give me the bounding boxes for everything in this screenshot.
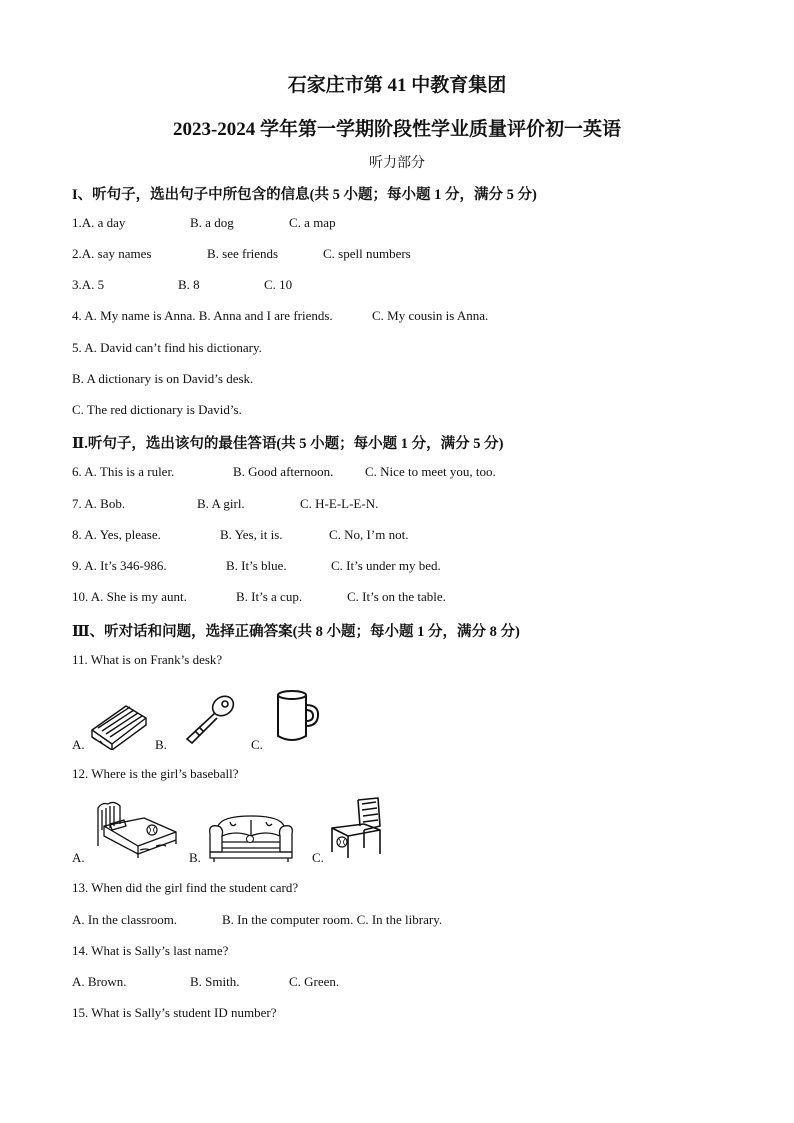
bed-icon: [96, 800, 178, 858]
q3-option-a: 3.A. 5: [72, 277, 105, 292]
q11-question: 11. What is on Frank’s desk?: [72, 652, 223, 667]
section-2-heading: Ⅱ.听句子，选出该句的最佳答语(共 5 小题；每小题 1 分，满分 5 分): [72, 436, 504, 452]
exam-title: 2023-2024 学年第一学期阶段性学业质量评价初一英语: [172, 119, 622, 140]
q5-option-a: 5. A. David can’t find his dictionary.: [72, 340, 262, 355]
q10-option-b: B. It’s a cup.: [236, 589, 303, 604]
q12-label-a: A.: [72, 850, 85, 865]
section-1-heading: I、听句子，选出句子中所包含的信息(共 5 小题；每小题 1 分，满分 5 分): [72, 187, 537, 203]
q14-question: 14. What is Sally’s last name?: [72, 943, 229, 958]
chair-icon: [328, 796, 384, 860]
q2-option-c: C. spell numbers: [323, 246, 411, 261]
q7-option-b: B. A girl.: [197, 496, 245, 511]
q5-option-c: C. The red dictionary is David’s.: [72, 402, 242, 417]
q5-option-b: B. A dictionary is on David’s desk.: [72, 371, 254, 386]
q2-option-a: 2.A. say names: [72, 246, 152, 261]
q9-option-a: 9. A. It’s 346-986.: [72, 558, 167, 573]
q1-option-c: C. a map: [289, 215, 336, 230]
q10-option-c: C. It’s on the table.: [347, 589, 446, 604]
q6-option-a: 6. A. This is a ruler.: [72, 464, 175, 479]
q8-option-b: B. Yes, it is.: [220, 527, 283, 542]
q6-option-c: C. Nice to meet you, too.: [365, 464, 496, 479]
school-title: 石家庄市第 41 中教育集团: [287, 75, 507, 96]
q1-option-a: 1.A. a day: [72, 215, 126, 230]
q6-option-b: B. Good afternoon.: [233, 464, 334, 479]
q3-option-c: C. 10: [264, 277, 293, 292]
q13-question: 13. When did the girl find the student card?: [72, 880, 299, 895]
q7-option-a: 7. A. Bob.: [72, 496, 126, 511]
q12-label-c: C.: [312, 850, 324, 865]
key-icon: [183, 693, 237, 745]
q3-option-b: B. 8: [178, 277, 200, 292]
q4-option-c: C. My cousin is Anna.: [372, 308, 489, 323]
sofa-icon: [208, 812, 294, 862]
q9-option-c: C. It’s under my bed.: [331, 558, 441, 573]
q12-question: 12. Where is the girl’s baseball?: [72, 766, 239, 781]
part-title: 听力部分: [369, 156, 425, 171]
q14-option-b: B. Smith.: [190, 974, 240, 989]
q9-option-b: B. It’s blue.: [226, 558, 287, 573]
q14-option-c: C. Green.: [289, 974, 340, 989]
q8-option-a: 8. A. Yes, please.: [72, 527, 161, 542]
mug-icon: [274, 688, 322, 744]
q11-label-b: B.: [155, 737, 167, 752]
q7-option-c: C. H-E-L-E-N.: [300, 496, 379, 511]
q13-option-a: A. In the classroom.: [72, 912, 178, 927]
q4-options-ab: 4. A. My name is Anna. B. Anna and I are friends.: [72, 308, 333, 323]
eraser-icon: [88, 700, 150, 750]
q10-option-a: 10. A. She is my aunt.: [72, 589, 187, 604]
q1-option-b: B. a dog: [190, 215, 234, 230]
q14-option-a: A. Brown.: [72, 974, 127, 989]
q2-option-b: B. see friends: [207, 246, 279, 261]
section-3-heading: Ⅲ、听对话和问题，选择正确答案(共 8 小题；每小题 1 分，满分 8 分): [72, 624, 520, 640]
q11-label-a: A.: [72, 737, 85, 752]
q15-question: 15. What is Sally’s student ID number?: [72, 1005, 277, 1020]
q11-label-c: C.: [251, 737, 263, 752]
q13-options-bc: B. In the computer room. C. In the library.: [222, 912, 443, 927]
q8-option-c: C. No, I’m not.: [329, 527, 409, 542]
q12-label-b: B.: [189, 850, 201, 865]
